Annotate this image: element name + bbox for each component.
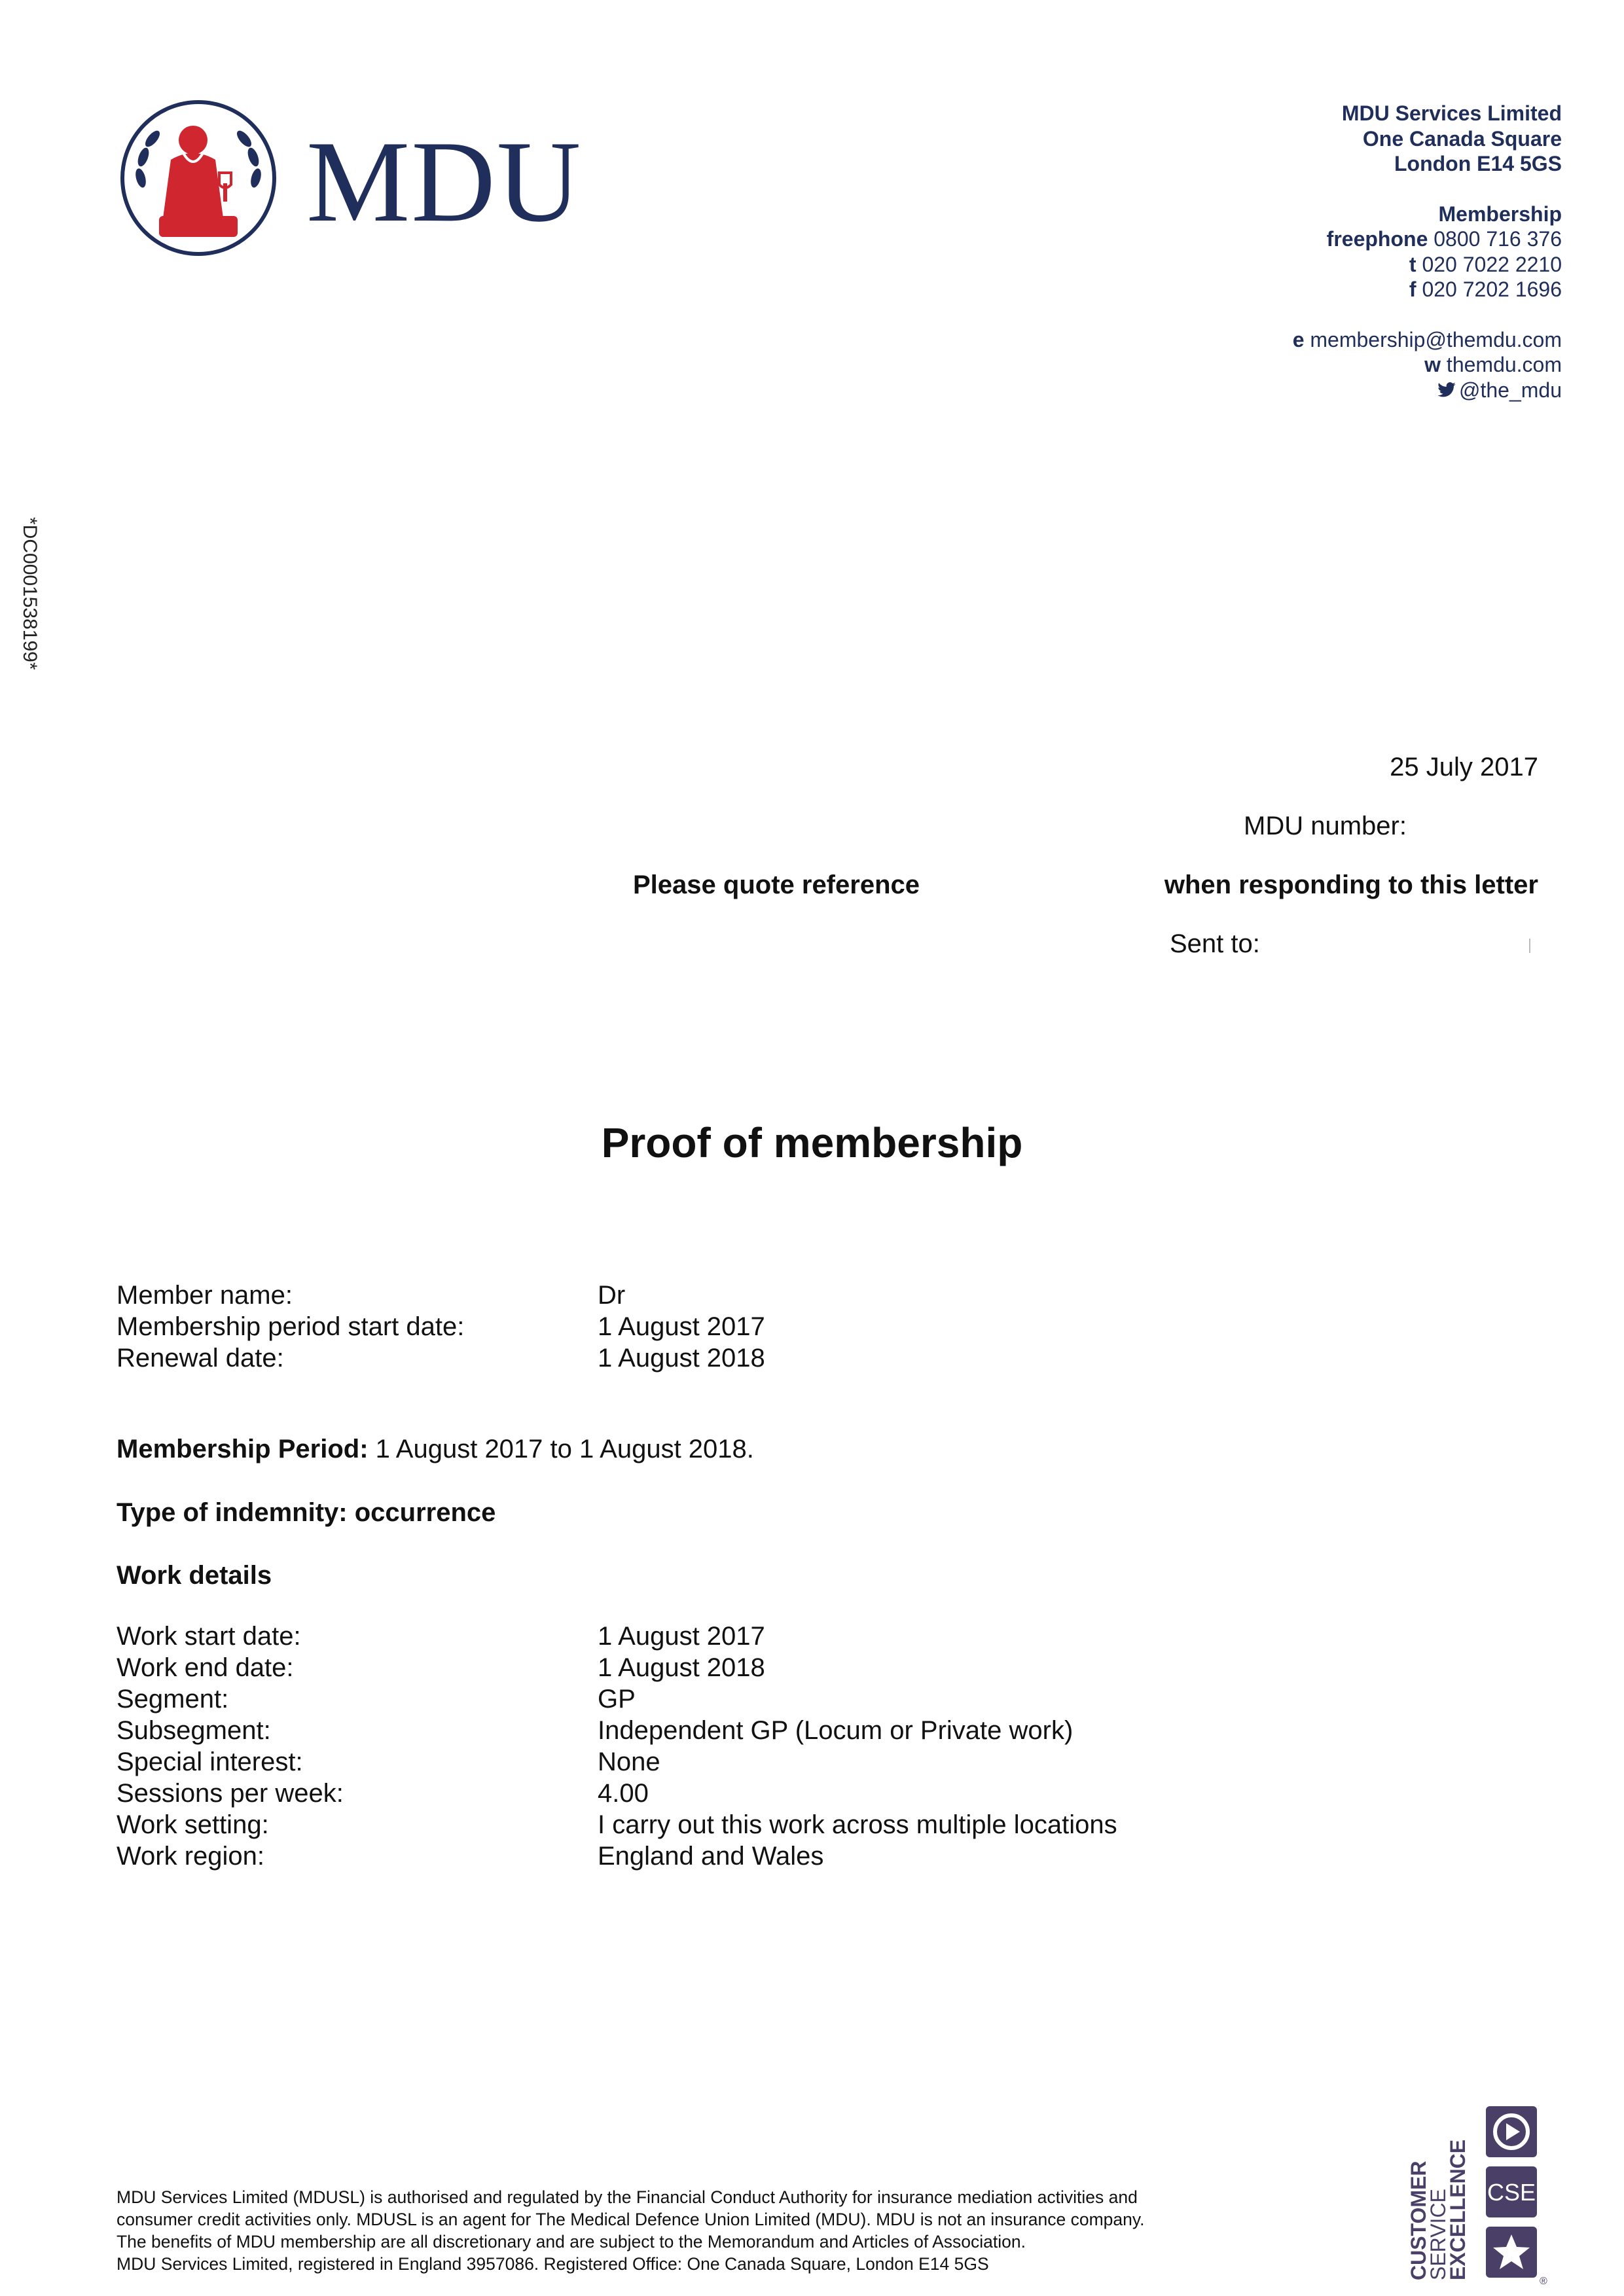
document-barcode-ref: *DC0001538199*	[19, 517, 41, 670]
membership-period-line: Membership Period: 1 August 2017 to 1 August 2018.	[117, 1435, 754, 1463]
work-details-heading: Work details	[117, 1561, 272, 1590]
table-row: Renewal date: 1 August 2018	[117, 1344, 765, 1372]
twitter-bird-icon	[1437, 380, 1456, 400]
table-row: Segment: GP	[117, 1685, 636, 1713]
footer-line: MDU Services Limited (MDUSL) is authorised and regulated by the Financial Conduct Authority for insurance mediation activities and	[117, 2187, 1138, 2207]
document-title: Proof of membership	[601, 1119, 1023, 1166]
mdu-wordmark: MDU	[306, 117, 583, 246]
mdu-number-label: MDU number:	[1244, 812, 1407, 840]
table-row: Work setting: I carry out this work across multiple locations	[117, 1810, 1117, 1839]
work-details-table	[117, 1621, 1360, 1872]
table-row: Sessions per week: 4.00	[117, 1779, 649, 1808]
mdu-emblem-logo	[120, 99, 277, 257]
badge-registered-mark: ®	[1540, 2276, 1547, 2286]
customer-service-excellence-badge	[1406, 2104, 1557, 2286]
company-name: MDU Services Limited	[1341, 101, 1562, 125]
sent-to-label: Sent to:	[1170, 929, 1260, 958]
respond-instruction: when responding to this letter	[1164, 870, 1538, 899]
badge-line-1: CUSTOMER	[1407, 2161, 1430, 2280]
address-line-2: London E14 5GS	[1394, 152, 1562, 175]
web-line: w themdu.com	[1424, 353, 1562, 376]
address-line-1: One Canada Square	[1362, 126, 1562, 151]
redacted-mark	[1529, 939, 1530, 953]
table-row: Subsegment: Independent GP (Locum or Private work)	[117, 1716, 1074, 1745]
table-row: Special interest: None	[117, 1748, 660, 1776]
email-line: e membership@themdu.com	[1292, 327, 1562, 351]
quote-reference-label: Please quote reference	[633, 870, 920, 899]
footer-line: MDU Services Limited, registered in England 3957086. Registered Office: One Canada Square, London E14 5GS	[117, 2254, 989, 2274]
table-row: Member name: Dr	[117, 1281, 626, 1310]
footer-line: consumer credit activities only. MDUSL is an agent for The Medical Defence Union Limited (MDU). MDU is not an insurance company.	[117, 2210, 1145, 2229]
table-row: Work end date: 1 August 2018	[117, 1653, 765, 1682]
phone-line: t 020 7022 2210	[1409, 252, 1562, 276]
freephone-line: freephone 0800 716 376	[1326, 227, 1562, 251]
indemnity-type: Type of indemnity: occurrence	[117, 1498, 496, 1527]
table-row: Membership period start date: 1 August 2017	[117, 1312, 765, 1341]
badge-line-3: EXCELLENCE	[1446, 2139, 1470, 2280]
badge-cse-mark: CSE	[1487, 2179, 1536, 2206]
legal-footer	[117, 2186, 1393, 2275]
fax-line: f 020 7202 1696	[1409, 278, 1562, 301]
twitter-line: @the_mdu	[1104, 378, 1562, 403]
table-row: Work start date: 1 August 2017	[117, 1622, 765, 1651]
member-details-table	[117, 1280, 1360, 1374]
letter-date: 25 July 2017	[1390, 753, 1538, 781]
footer-line: The benefits of MDU membership are all discretionary and are subject to the Memorandum and Articles of Association.	[117, 2232, 1026, 2251]
badge-line-2: SERVICE	[1426, 2189, 1450, 2280]
address-block	[1104, 101, 1562, 403]
department: Membership	[1438, 202, 1562, 226]
table-row: Work region: England and Wales	[117, 1842, 824, 1871]
